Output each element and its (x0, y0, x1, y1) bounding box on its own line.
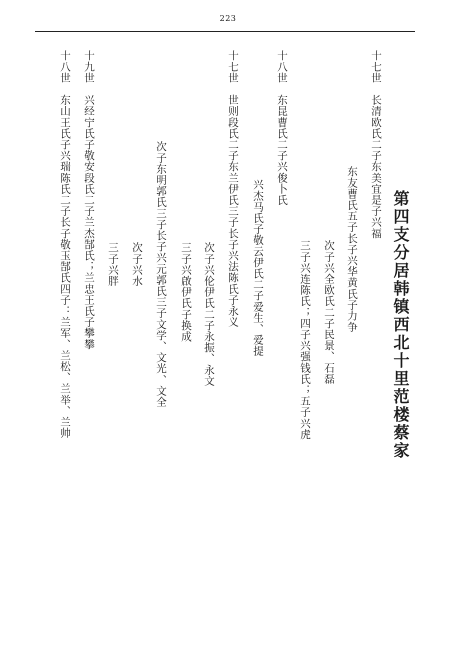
genealogy-line-11: 次子兴水 (131, 242, 143, 287)
genealogy-line-13: 十九世 兴经宁氏子敬安段氏二子兰杰郜氏；兰忠王氏子攀攀 (83, 50, 95, 350)
genealogy-line-2: 东友曹氏五子长子兴华黄氏子力争 (346, 166, 358, 333)
genealogy-line-12: 三子兴胖 (107, 242, 119, 287)
genealogy-line-7: 十七世 世则段氏二子东兰伊氏三子长子兴法陈氏子永义 (227, 50, 239, 328)
genealogy-line-3: 次子兴全欧氏二子民景、石磊 (323, 240, 335, 385)
genealogy-line-6: 兴杰马氏子敬云伊氏二子爱生、爱提 (252, 179, 264, 357)
page-number: 223 (219, 14, 237, 23)
genealogy-line-5: 十八世 东昆曹氏二子兴俊卜氏 (276, 50, 288, 206)
genealogy-line-1: 十七世 长清欧氏二子东美宜是子兴福 (370, 50, 382, 239)
genealogy-line-4: 三子兴连陈氏；四子兴强钱氏；五子兴虎 (299, 240, 311, 440)
header-rule (35, 31, 415, 32)
genealogy-line-8: 次子兴伦伊氏二子永振、永文 (203, 242, 215, 387)
genealogy-line-14: 十八世 东山王氏子兴瑞陈氏二子长子敬玉郜氏四子：兰军、兰松、兰举、兰帅 (59, 50, 71, 439)
page-title: 第四支分居韩镇西北十里范楼蔡家 (391, 190, 410, 460)
genealogy-line-10: 次子东明郭氏三子长子兴元郭氏三子文学、文光、文全 (155, 141, 167, 408)
genealogy-line-9: 三子兴啟伊氏子换成 (180, 242, 192, 342)
